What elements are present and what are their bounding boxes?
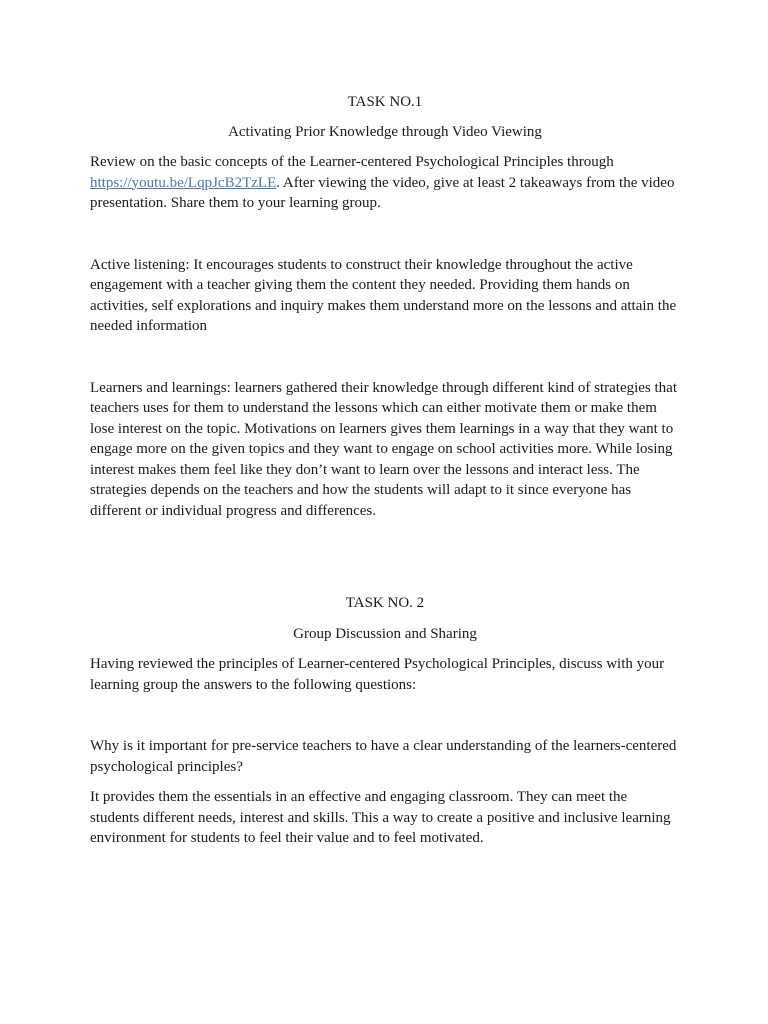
document-page	[90, 92, 680, 849]
task1-intro-before-link: Review on the basic concepts of the Learner-centered Psychological Principles through	[90, 154, 614, 170]
task1-title: TASK NO.1	[347, 94, 423, 110]
task2-intro: Having reviewed the principles of Learner-centered Psychological Principles, discuss with your learning group the answers to the following questions:	[90, 656, 665, 693]
task2-question: Why is it important for pre-service teachers to have a clear understanding of the learners-centered psychological principles?	[90, 738, 677, 775]
video-link[interactable]: https://youtu.be/LqpJcB2TzLE	[90, 174, 277, 191]
task2-subtitle: Group Discussion and Sharing	[293, 625, 477, 642]
task1-subtitle: Activating Prior Knowledge through Video Viewing	[228, 123, 542, 140]
takeaway-learners-and-learnings: Learners and learnings: learners gathered their knowledge through different kind of strategies that teachers uses for them to understand the lessons which can either motivate them or make them lose interest on the topic. Motivations on learners gives them learnings in a way that they want to engage more on the given topics and they want to engage on school activities more. While losing interest makes them feel like they don’t want to learn over the lessons and interact less. The strategies depends on the teachers and how the students will adapt to it since everyone has different or individual progress and differences.	[90, 379, 678, 519]
task2-title: TASK NO. 2	[345, 595, 425, 611]
task1-intro-after-link: . After viewing the video, give at least 2 takeaways from the video presentation. Share them to your learning group.	[90, 174, 675, 211]
task1-intro	[90, 152, 680, 214]
task2-answer: It provides them the essentials in an effective and engaging classroom. They can meet the students different needs, interest and skills. This a way to create a positive and inclusive learning environment for students to feel their value and to feel motivated.	[90, 789, 671, 846]
takeaway-active-listening: Active listening: It encourages students to construct their knowledge throughout the active engagement with a teacher giving them the content they needed. Providing them hands on activities, self explorations and inquiry makes them understand more on the lessons and attain the needed information	[90, 256, 677, 334]
